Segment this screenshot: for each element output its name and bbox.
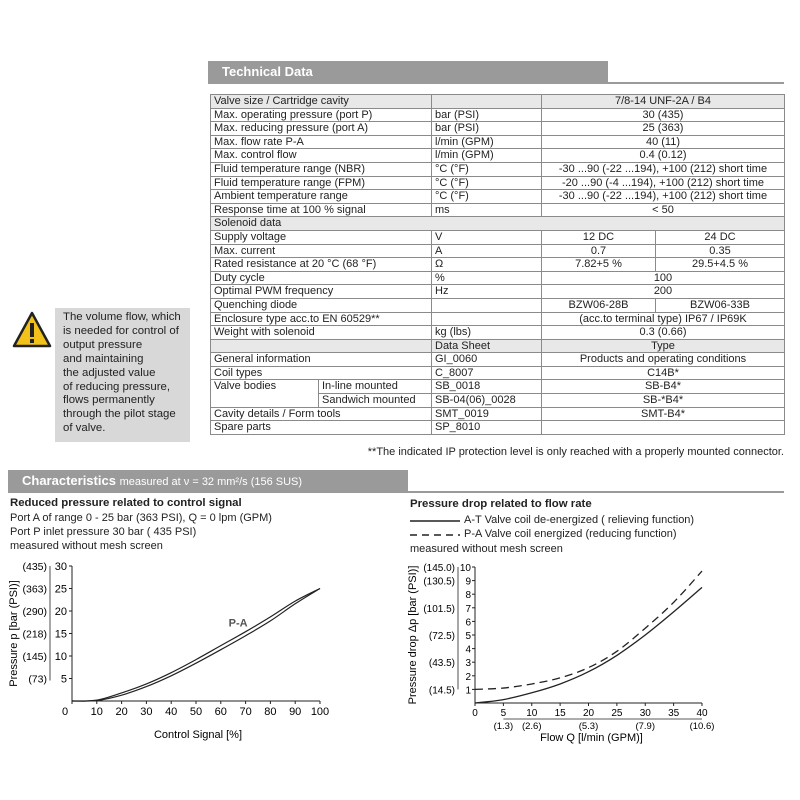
- row-value: 40 (11): [542, 135, 785, 149]
- row-unit: bar (PSI): [432, 108, 542, 122]
- table-row: [211, 326, 785, 340]
- row-value-12v: 12 DC: [542, 230, 656, 244]
- row-label: Supply voltage: [211, 230, 432, 244]
- row-value: -30 ...90 (-22 ...194), +100 (212) short time: [542, 162, 785, 176]
- characteristics-rule: [8, 491, 784, 493]
- chart2-legend-1: A-T Valve coil de-energized ( relieving function): [464, 514, 695, 526]
- x-tick-label: 35: [668, 708, 680, 719]
- row-value: 30 (435): [542, 108, 785, 122]
- table-row: [211, 108, 785, 122]
- warning-triangle-icon: [12, 311, 52, 349]
- row-unit: C_8007: [432, 366, 542, 380]
- table-row: [211, 122, 785, 136]
- x-tick-label: 0: [61, 706, 69, 718]
- warning-line: the adjusted value: [63, 366, 156, 379]
- row-label: Quenching diode: [211, 298, 432, 312]
- y-tick-psi-label: (72.5): [428, 631, 455, 642]
- row-unit: [432, 312, 542, 326]
- characteristics-title: Characteristics: [22, 473, 116, 488]
- y-tick-psi-label: (145): [22, 651, 47, 663]
- y-tick-label: 9: [465, 576, 471, 588]
- warning-line: output pressure: [63, 338, 143, 351]
- row-value: SB-B4*: [542, 380, 785, 394]
- technical-data-table: [210, 94, 785, 435]
- x-tick-label: 30: [140, 706, 153, 718]
- chart2-svg: [400, 558, 730, 748]
- table-row: [211, 176, 785, 190]
- row-value: 100: [542, 271, 785, 285]
- series-1-line: [72, 589, 320, 702]
- row-value: (acc.to terminal type) IP67 / IP69K: [542, 312, 785, 326]
- y-tick-psi-label: (130.5): [423, 576, 455, 588]
- y-tick-label: 25: [54, 583, 67, 596]
- table-row: [211, 366, 785, 380]
- row-label: Max. reducing pressure (port A): [211, 122, 432, 136]
- row-value: [542, 421, 785, 435]
- table-row: [211, 298, 785, 312]
- row-sublabel: In-line mounted: [319, 380, 432, 394]
- chart1-desc: measured without mesh screen: [10, 540, 163, 552]
- row-datasheet: SB_0018: [432, 380, 542, 394]
- x-tick-label: 10: [90, 706, 103, 718]
- warning-text: [63, 311, 189, 436]
- table-row: [211, 271, 785, 285]
- table-row: [211, 380, 785, 394]
- row-value: 7/8-14 UNF-2A / B4: [542, 95, 785, 109]
- row-label: [211, 339, 432, 353]
- row-label: Cavity details / Form tools: [211, 407, 432, 421]
- row-unit: l/min (GPM): [432, 135, 542, 149]
- row-unit: [432, 298, 542, 312]
- table-row: [211, 285, 785, 299]
- chart2-legend-2: P-A Valve coil energized (reducing function): [464, 528, 677, 540]
- row-value-24v: 0.35: [656, 244, 785, 258]
- row-label: Optimal PWM frequency: [211, 285, 432, 299]
- row-value: 0.4 (0.12): [542, 149, 785, 163]
- technical-data-title: Technical Data: [222, 64, 313, 79]
- chart2-desc: measured without mesh screen: [410, 543, 563, 555]
- row-label: Response time at 100 % signal: [211, 203, 432, 217]
- row-label: Ambient temperature range: [211, 190, 432, 204]
- curve-annotation: P-A: [228, 617, 248, 630]
- y-tick-label: 4: [465, 644, 471, 656]
- x-tick-label: 20: [115, 706, 128, 718]
- row-label: Fluid temperature range (NBR): [211, 162, 432, 176]
- row-label: Valve size / Cartridge cavity: [211, 95, 432, 109]
- y-tick-label: 5: [60, 673, 67, 686]
- chart1-desc: Port P inlet pressure 30 bar ( 435 PSI): [10, 526, 197, 538]
- y-tick-label: 1: [465, 685, 471, 697]
- row-value: 0.3 (0.66): [542, 326, 785, 340]
- row-value: C14B*: [542, 366, 785, 380]
- x-tick-label: 30: [639, 708, 651, 719]
- row-value-12v: BZW06-28B: [542, 298, 656, 312]
- row-label: Enclosure type acc.to EN 60529**: [211, 312, 432, 326]
- row-unit: SP_8010: [432, 421, 542, 435]
- y-tick-label: 8: [465, 590, 471, 602]
- x-tick-gpm-label: (10.6): [689, 721, 715, 732]
- technical-data-header: [208, 61, 608, 82]
- y-tick-label: 3: [465, 658, 471, 670]
- row-label: Spare parts: [211, 421, 432, 435]
- row-unit: A: [432, 244, 542, 258]
- table-row: [211, 135, 785, 149]
- table-row: [211, 217, 785, 231]
- row-label: Duty cycle: [211, 271, 432, 285]
- row-value: Products and operating conditions: [542, 353, 785, 367]
- y-tick-psi-label: (73): [28, 673, 47, 686]
- row-value-12v: 0.7: [542, 244, 656, 258]
- row-unit: %: [432, 271, 542, 285]
- x-axis-label: Flow Q [l/min (GPM)]: [540, 732, 643, 744]
- x-tick-label: 15: [554, 708, 566, 719]
- y-tick-label: 7: [465, 603, 471, 615]
- table-row: [211, 258, 785, 272]
- x-tick-label: 5: [500, 708, 507, 719]
- table-row: [211, 353, 785, 367]
- warning-line: and maintaining: [63, 352, 144, 365]
- row-label: Max. current: [211, 244, 432, 258]
- y-tick-psi-label: (218): [22, 628, 47, 641]
- chart1-title: Reduced pressure related to control signal: [10, 497, 242, 509]
- warning-line: through the pilot stage: [63, 408, 176, 421]
- warning-line: The volume flow, which: [63, 311, 181, 323]
- row-label: Valve bodies: [211, 380, 319, 407]
- table-row: [211, 230, 785, 244]
- row-value-12v: 7.82+5 %: [542, 258, 656, 272]
- row-unit: l/min (GPM): [432, 149, 542, 163]
- x-tick-label: 70: [239, 706, 252, 718]
- x-tick-gpm-label: (5.3): [578, 721, 599, 732]
- y-tick-label: 6: [465, 617, 471, 629]
- row-label: Max. control flow: [211, 149, 432, 163]
- x-axis-label: Control Signal [%]: [153, 729, 243, 741]
- y-tick-psi-label: (14.5): [428, 685, 455, 697]
- row-label: Coil types: [211, 366, 432, 380]
- y-axis-label: Pressure p [bar (PSI)]: [8, 580, 20, 687]
- x-tick-gpm-label: (7.9): [635, 721, 656, 732]
- chart2-title: Pressure drop related to flow rate: [410, 498, 592, 510]
- x-tick-label: 60: [214, 706, 227, 718]
- characteristics-header: [8, 470, 408, 491]
- row-value: SB-*B4*: [542, 394, 785, 408]
- row-unit: °C (°F): [432, 190, 542, 204]
- row-label: Max. operating pressure (port P): [211, 108, 432, 122]
- row-unit: Hz: [432, 285, 542, 299]
- table-row: [211, 244, 785, 258]
- row-value: -20 ...90 (-4 ...194), +100 (212) short time: [542, 176, 785, 190]
- y-tick-psi-label: (101.5): [423, 603, 455, 615]
- warning-line: of valve.: [63, 422, 106, 435]
- x-tick-label: 50: [189, 706, 203, 718]
- y-tick-label: 5: [465, 631, 471, 642]
- table-row: [211, 190, 785, 204]
- y-tick-label: 2: [465, 671, 471, 683]
- x-tick-gpm-label: (2.6): [521, 721, 542, 732]
- x-tick-label: 10: [526, 708, 538, 719]
- x-tick-label: 90: [289, 706, 302, 718]
- row-unit: kg (lbs): [432, 326, 542, 340]
- y-tick-label: 10: [54, 651, 67, 663]
- chart2-legend-lines: [410, 512, 465, 542]
- row-unit: [432, 95, 542, 109]
- row-unit: V: [432, 230, 542, 244]
- row-label: Weight with solenoid: [211, 326, 432, 340]
- chart1-svg: [0, 555, 340, 745]
- chart1-desc: Port A of range 0 - 25 bar (363 PSI), Q = 0 lpm (GPM): [10, 512, 272, 524]
- y-tick-label: 20: [54, 606, 67, 618]
- row-label: General information: [211, 353, 432, 367]
- row-unit: °C (°F): [432, 176, 542, 190]
- row-sublabel: Sandwich mounted: [319, 394, 432, 408]
- x-tick-label: 100: [310, 706, 330, 718]
- x-tick-label: 40: [165, 706, 178, 718]
- row-value-24v: BZW06-33B: [656, 298, 785, 312]
- y-tick-label: 15: [54, 628, 67, 641]
- x-tick-label: 20: [582, 708, 595, 719]
- row-value-24v: 24 DC: [656, 230, 785, 244]
- table-row: [211, 203, 785, 217]
- row-value: 25 (363): [542, 122, 785, 136]
- table-row: [211, 407, 785, 421]
- row-label: Fluid temperature range (FPM): [211, 176, 432, 190]
- table-row: [211, 95, 785, 109]
- row-unit: Data Sheet: [432, 339, 542, 353]
- y-axis-label: Pressure drop Δp [bar (PSI)]: [407, 565, 419, 705]
- row-unit: °C (°F): [432, 162, 542, 176]
- row-unit: ms: [432, 203, 542, 217]
- y-tick-psi-label: (43.5): [428, 658, 455, 670]
- row-unit: GI_0060: [432, 353, 542, 367]
- x-tick-label: 80: [264, 706, 277, 718]
- warning-line: is needed for control of: [63, 324, 179, 337]
- row-value: < 50: [542, 203, 785, 217]
- x-tick-label: 0: [472, 708, 478, 719]
- row-value: -30 ...90 (-22 ...194), +100 (212) short time: [542, 190, 785, 204]
- warning-line: of reducing pressure,: [63, 380, 171, 393]
- table-row: [211, 421, 785, 435]
- x-tick-label: 25: [611, 708, 623, 719]
- row-unit: bar (PSI): [432, 122, 542, 136]
- row-value: Type: [542, 339, 785, 353]
- row-value-24v: 29.5+4.5 %: [656, 258, 785, 272]
- y-tick-psi-label: (145.0): [423, 563, 455, 574]
- ip-footnote: **The indicated IP protection level is only reached with a properly mounted connector.: [367, 446, 784, 458]
- x-tick-label: 40: [696, 708, 708, 719]
- section-label: Solenoid data: [211, 217, 785, 231]
- series-2-line: [72, 589, 320, 702]
- table-row: [211, 312, 785, 326]
- row-unit: Ω: [432, 258, 542, 272]
- y-tick-psi-label: (363): [22, 583, 47, 596]
- y-tick-label: 30: [54, 561, 67, 573]
- series-1-line: [475, 587, 702, 703]
- warning-line: flows permanently: [63, 394, 155, 407]
- table-row: [211, 339, 785, 353]
- table-row: [211, 162, 785, 176]
- characteristics-subtitle: measured at ν = 32 mm²/s (156 SUS): [119, 476, 303, 488]
- row-unit: SMT_0019: [432, 407, 542, 421]
- row-label: Max. flow rate P-A: [211, 135, 432, 149]
- x-tick-gpm-label: (1.3): [493, 721, 514, 732]
- row-label: Rated resistance at 20 °C (68 °F): [211, 258, 432, 272]
- y-tick-psi-label: (435): [22, 561, 47, 573]
- row-value: SMT-B4*: [542, 407, 785, 421]
- y-tick-label: 10: [459, 563, 471, 574]
- y-tick-psi-label: (290): [22, 606, 47, 618]
- table-row: [211, 149, 785, 163]
- row-value: 200: [542, 285, 785, 299]
- technical-data-rule: [208, 82, 784, 84]
- row-datasheet: SB-04(06)_0028: [432, 394, 542, 408]
